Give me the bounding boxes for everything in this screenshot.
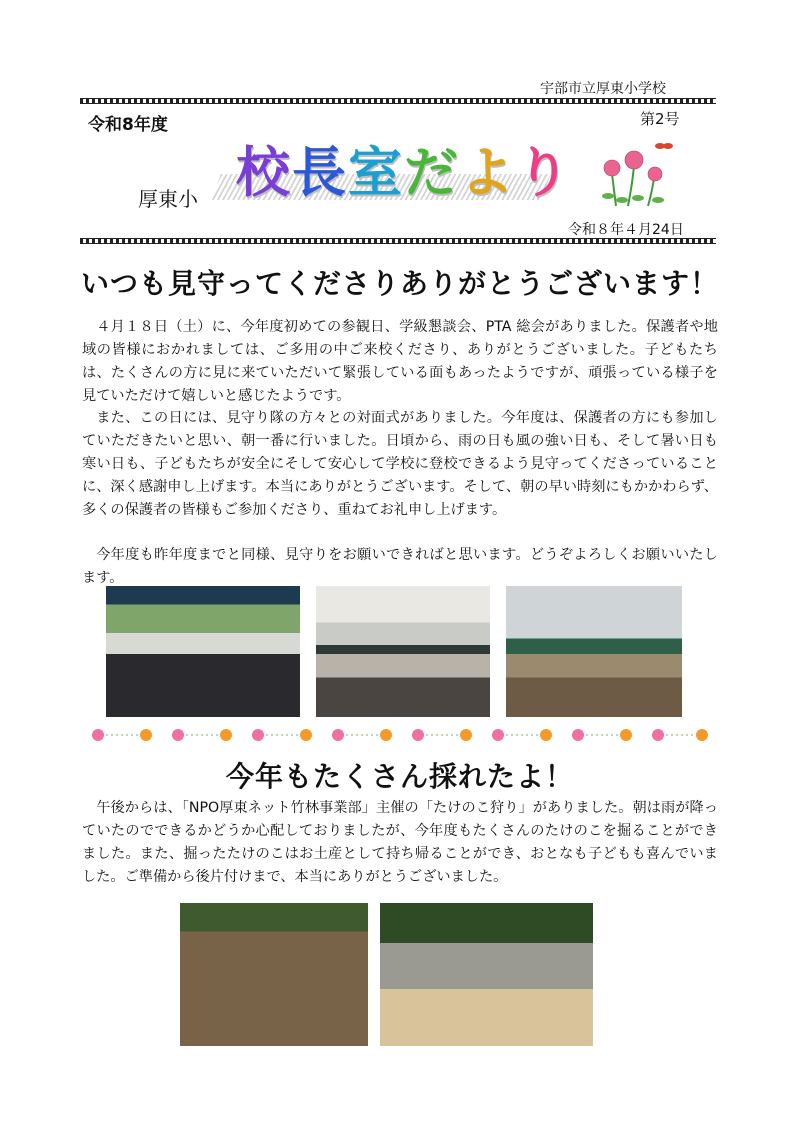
section2-paragraph: 午後からは、「NPO厚東ネット竹林事業部」主催の「たけのこ狩り」がありました。朝は雨が降っていたのでできるかどうか心配しておりましたが、今年度もたくさんのたけのこを掘ることができました。また、掘ったたけのこはお土産として持ち帰ることができ、おとなも子どもも喜んでいました。ご準備から後片付けまで、本当にありがとうございました。 <box>82 800 718 885</box>
school-name: 宇部市立厚東小学校 <box>540 81 666 97</box>
issue-number: 第2号 <box>640 110 680 128</box>
photo-classroom-lesson <box>506 586 682 717</box>
photo-bamboo-harvest <box>380 903 593 1046</box>
section1-paragraph: 今年度も昨年度までと同様、見守りをお願いできればと思います。どうぞよろしくお願いいたします。 <box>82 547 718 586</box>
section2-heading: 今年もたくさん採れたよ！ <box>225 760 574 793</box>
photo-outdoor-ceremony <box>106 586 300 717</box>
flower-divider-icon <box>92 729 708 741</box>
header-rule-top <box>80 98 716 104</box>
era-year: 令和8年度 <box>88 115 168 135</box>
flower-divider <box>90 726 710 744</box>
title-char: 校 <box>236 141 292 204</box>
title-char: 室 <box>348 141 404 204</box>
school-short-name: 厚東小 <box>138 187 198 211</box>
photo-classroom-observation <box>316 586 490 717</box>
section1-paragraph: ４月１８日（土）に、今年度初めての参観日、学級懇談会、PTA 総会がありました。保護者や地域の皆様におかれましては、ご多用の中ご来校くださり、ありがとうございました。子どもたちは、たくさんの方に見に来ていただいて緊張している面もあったようですが、頑張っている様子を見ていただけて嬉しいと感じたようです。 <box>82 319 718 404</box>
issue-date: 令和８年４月24日 <box>568 222 684 238</box>
photo-bamboo-digging <box>180 903 368 1046</box>
header-rule-bottom <box>80 238 716 244</box>
leaf-icon <box>602 193 664 203</box>
clover-flower-illustration <box>598 138 678 210</box>
section1-heading: いつも見守ってくださりありがとうございます！ <box>80 267 719 300</box>
title-char: り <box>516 141 572 204</box>
section1-paragraph: また、この日には、見守り隊の方々との対面式がありました。今年度は、保護者の方にも参加していただきたいと思い、朝一番に行いました。日頃から、雨の日も風の強い日も、そして暑い日も寒い日も、子どもたちが安全にそして安心して学校に登校できるよう見守ってくださっていることに、深く感謝申し上げます。本当にありがとうございます。そして、朝の早い時刻にもかかわらず、多くの保護者の皆様もご参加くださり、重ねてお礼申し上げます。 <box>82 410 718 518</box>
butterfly-icon <box>655 143 673 149</box>
title-char: よ <box>460 141 516 204</box>
title-char: 長 <box>292 141 348 204</box>
title-char: だ <box>404 141 460 204</box>
newsletter-title <box>236 130 572 207</box>
